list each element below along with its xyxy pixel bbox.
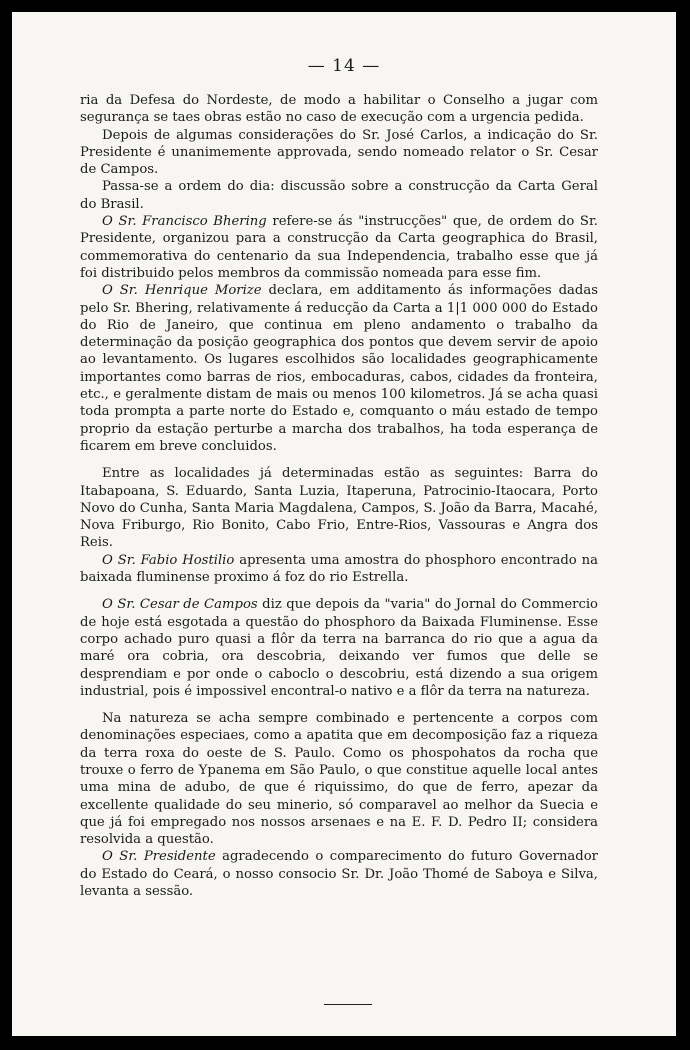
closing-rule [324,1004,372,1005]
paragraph-order-of-day [80,178,598,213]
page-body [80,92,598,900]
paragraph-text: Depois de algumas considerações do Sr. José Carlos, a indicação do Sr. Presidente é unanimemente approvada, sendo nomeado relator o Sr. Cesar de Campos. [80,127,598,178]
speaker-name: O Sr. Henrique Morize [102,283,262,299]
paragraph-text: apresenta uma amostra do phosphoro encontrado na baixada fluminense proximo á foz do rio Estrella. [80,552,598,586]
paragraph-text: Entre as localidades já determinadas estão as seguintes: Barra do Itabapoana, S. Eduardo, Santa Luzia, Itaperuna, Patrocinio-Itaocara, Porto Novo do Cunha, Santa Maria Magdalena, Campos, S. João da Barra, Macahé, Nova Friburgo, Rio Bonito, Cabo Frio, Entre-Rios, Vassouras e Angra dos Reis. [80,466,598,551]
paragraph-text: refere-se ás "instrucções" que, de ordem do Sr. Presidente, organizou para a construcção da Carta geographica do Brasil, commemorativa do centenario da sua Independencia, trabalho esse que já foi distribuido pelos membros da commissão nomeada para esse fim. [80,214,599,281]
paragraph-text: declara, em additamento ás informações dadas pelo Sr. Bhering, relativamente á reducção da Carta a 1|1 000 000 do Estado do Rio de Janeiro, que continua em pleno andamento o trabalho da determinação da posição geographica dos pontos que devem servir de apoio ao levantamento. Os lugares escolhidos são localidades geographicamente importantes como barras de rios, embocaduras, cabos, cidades da fronteira, etc., e geralmente distam de mais ou menos 100 kilometros. Já se acha quasi toda prompta a parte norte do Estado e, comquanto o máu estado de tempo proprio da estação perturbe a marcha dos trabalhos, ha toda esperança de ficarem em breve concluidos. [80,283,598,454]
paragraph-continuation [80,92,598,127]
paragraph-campos [80,596,598,700]
paragraph-text: Na natureza se acha sempre combinado e pertencente a corpos com denominações especiaes, como a apatita que em decomposição faz a riqueza da terra roxa do oeste de S. Paulo. Como os phospohatos da rocha que trouxe o ferro de Ypanema em São Paulo, o que constitue aquelle local antes uma mina de adubo, de que é riquissimo, do que de ferro, apezar da excellente qualidade do seu minerio, só comparavel ao melhor da Suecia e que já foi empregado nos nossos arsenaes e na E. F. D. Pedro II; considera resolvida a questão. [80,711,598,848]
page-number: — 14 — [307,56,381,76]
paragraph-approval [80,127,598,179]
speaker-name: O Sr. Presidente [102,849,216,865]
paragraph-text: diz que depois da "varia" do Jornal do Commercio de hoje está esgotada a questão do phosphoro da Baixada Fluminense. Esse corpo achado puro quasi a flôr da terra na barranca do rio que a agua da maré ora cobria, ora descobria, deixando ver fumos que delle se desprendiam e por onde o caboclo o descobriu, está dizendo a sua origem industrial, pois é impossivel encontral-o nativo e a flôr da terra na natureza. [80,597,598,699]
document-page [12,12,676,1036]
paragraph-hostilio [80,552,598,587]
paragraph-presidente [80,848,598,900]
paragraph-morize [80,282,598,455]
paragraph-text: Passa-se a ordem do dia: discussão sobre a construcção da Carta Geral do Brasil. [80,179,598,212]
speaker-name: O Sr. Fabio Hostilio [102,552,235,568]
paragraph-localities [80,465,598,551]
paragraph-nature [80,710,598,848]
paragraph-text: ria da Defesa do Nordeste, de modo a habilitar o Conselho a jugar com segurança se taes obras estão no caso de execução com a urgencia pedida. [80,93,598,126]
paragraph-text: agradecendo o comparecimento do futuro Governador do Estado do Ceará, o nosso consocio Sr. Dr. João Thomé de Saboya e Silva, levanta a sessão. [80,849,598,900]
paragraph-bhering [80,213,598,282]
speaker-name: O Sr. Francisco Bhering [102,214,267,230]
speaker-name: O Sr. Cesar de Campos [102,597,258,613]
